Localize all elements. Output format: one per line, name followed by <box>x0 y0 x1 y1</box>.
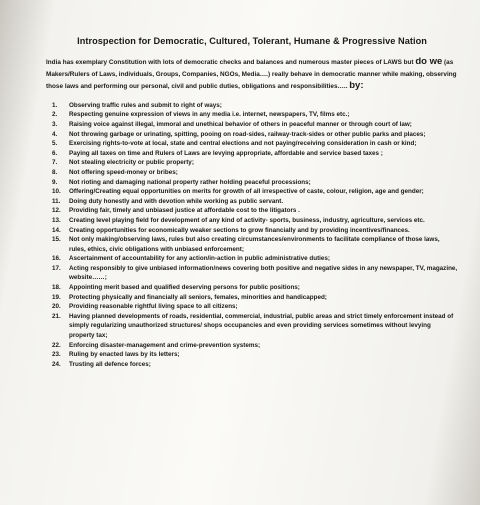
list-item <box>46 187 458 197</box>
list-item <box>46 120 458 130</box>
list-item <box>46 360 458 370</box>
list-item <box>46 235 458 254</box>
intro-emphasis-by: by: <box>349 80 364 92</box>
list-item-number: 7. <box>52 159 58 167</box>
list-item <box>46 350 458 360</box>
list-item <box>46 130 458 140</box>
list-item-text: Doing duty honestly and with devotion while working as public servant. <box>69 197 284 205</box>
list-item-text: Observing traffic rules and submit to right of ways; <box>69 101 222 109</box>
intro-paragraph <box>46 56 458 93</box>
list-item-text: Trusting all defence forces; <box>69 360 151 368</box>
list-item-text: Protecting physically and financially all seniors, females, minorities and handicapped; <box>69 293 327 301</box>
duties-list <box>46 101 458 370</box>
list-item-number: 5. <box>52 140 58 148</box>
list-item-text: Appointing merit based and qualified deserving persons for public positions; <box>69 284 300 292</box>
list-item-text: Exercising rights-to-vote at local, state and central elections and not paying/receiving consideration in cash or kind; <box>69 140 417 148</box>
list-item <box>46 293 458 303</box>
list-item-text: Ascertainment of accountability for any action/in-action in public administrative duties; <box>69 255 331 263</box>
list-item-text: Respecting genuine expression of views in any media i.e. internet, newspapers, TV, films etc.; <box>69 111 350 119</box>
list-item <box>46 110 458 120</box>
list-item <box>46 312 458 341</box>
document-title: Introspection for Democratic, Cultured, Tolerant, Humane & Progressive Nation <box>77 36 427 46</box>
list-item <box>46 216 458 226</box>
list-item-text: Not rioting and damaging national property rather holding peaceful processions; <box>69 178 311 186</box>
list-item <box>46 101 458 111</box>
list-item-number: 18. <box>52 284 61 292</box>
list-item-text: Not stealing electricity or public property; <box>69 159 194 167</box>
list-item <box>46 158 458 168</box>
list-item-number: 15. <box>52 236 61 244</box>
list-item-number: 16. <box>52 255 61 263</box>
list-item-text: Raising voice against illegal, immoral and unethical behavior of others in peaceful manner or through court of law; <box>69 120 412 128</box>
list-item-number: 11. <box>52 197 61 205</box>
intro-emphasis-do-we: do we <box>415 56 443 67</box>
list-item-number: 6. <box>52 149 58 157</box>
list-item-text: Not throwing garbage or urinating, spitting, pooing on road-sides, railway-track-sides or other public parks and places; <box>69 130 426 138</box>
list-item-text: Not offering speed-money or bribes; <box>69 168 178 176</box>
list-item-number: 21. <box>52 312 61 320</box>
list-item-text: Providing reasonable rightful living space to all citizens; <box>69 303 238 311</box>
list-item <box>46 283 458 293</box>
list-item-number: 13. <box>52 216 61 224</box>
list-item-number: 19. <box>52 293 61 301</box>
list-item-text: Having planned developments of roads, residential, commercial, industrial, public areas and strict timely enforcement instead of simply regularizing unauthorized structures/ shops occupancies and even providing services sometimes without levying property tax; <box>69 312 454 340</box>
list-item-number: 17. <box>52 264 61 272</box>
list-item-text: Not only making/observing laws, rules but also creating circumstances/environments to facilitate compliance of those laws, rules, ethics, civic obligations with unbiased enforcement; <box>69 236 440 253</box>
list-item <box>46 226 458 236</box>
list-item-text: Offering/Creating equal opportunities on merits for growth of all irrespective of caste, colour, religion, age and gender; <box>69 188 424 196</box>
list-item-text: Creating opportunities for economically weaker sections to grow financially and by providing incentives/finances. <box>69 226 410 234</box>
list-item <box>46 302 458 312</box>
list-item-number: 2. <box>52 111 58 119</box>
list-item-number: 20. <box>52 303 61 311</box>
list-item <box>46 168 458 178</box>
list-item-number: 12. <box>52 207 61 215</box>
list-item <box>46 206 458 216</box>
intro-text-end: (as Makers/Rulers of Laws, individuals, Groups, Companies, NGOs, Media….) really behave in democratic manner while making, observing those laws and performing our personal, civil and public duties, obligations and responsibilities….. <box>46 59 457 91</box>
list-item-number: 24. <box>52 360 61 368</box>
list-item-text: Creating level playing field for development of any kind of activity- sports, business, industry, agriculture, services etc. <box>69 216 425 224</box>
list-item <box>46 341 458 351</box>
intro-text-start: India has exemplary Constitution with lots of democratic checks and balances and numerous master pieces of LAWS but <box>46 59 416 66</box>
list-item-number: 23. <box>52 351 61 359</box>
list-item-text: Acting responsibly to give unbiased information/news covering both positive and negative sides in any newspaper, TV, magazine, website……; <box>69 264 458 282</box>
list-item-number: 4. <box>52 130 58 138</box>
list-item <box>46 264 458 283</box>
list-item <box>46 178 458 188</box>
list-item-number: 1. <box>52 101 58 109</box>
list-item-number: 3. <box>52 120 58 128</box>
list-item <box>46 254 458 264</box>
list-item <box>46 139 458 149</box>
list-item-number: 22. <box>52 341 61 349</box>
list-item-text: Enforcing disaster-management and crime-prevention systems; <box>69 341 261 349</box>
list-item-number: 9. <box>52 178 58 186</box>
list-item-number: 14. <box>52 226 61 234</box>
list-item-number: 8. <box>52 168 58 176</box>
list-item <box>46 197 458 207</box>
list-item-number: 10. <box>52 188 61 196</box>
list-item-text: Providing fair, timely and unbiased justice at affordable cost to the litigators . <box>69 207 300 215</box>
list-item-text: Ruling by enacted laws by its letters; <box>69 351 180 359</box>
list-item-text: Paying all taxes on time and Rulers of Laws are levying appropriate, affordable and service based taxes ; <box>69 149 383 157</box>
list-item <box>46 149 458 159</box>
